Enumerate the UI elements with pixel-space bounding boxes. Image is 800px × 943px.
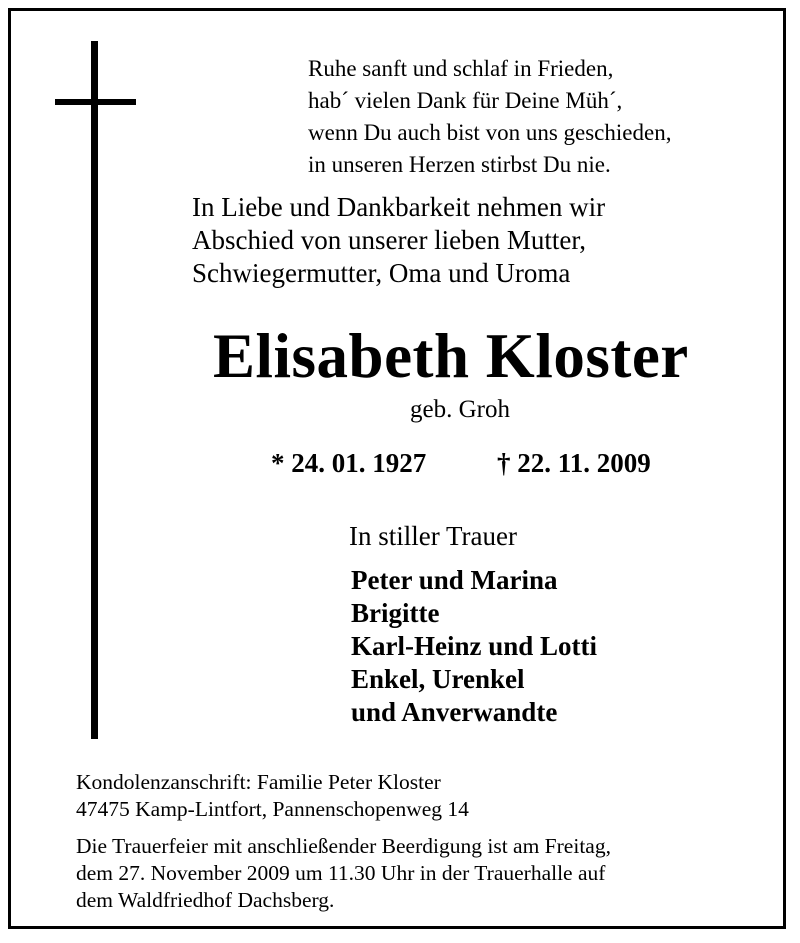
mourner-name: Enkel, Urenkel	[351, 664, 525, 694]
poem-line: hab´ vielen Dank für Deine Müh´,	[308, 88, 623, 113]
poem-line: in unseren Herzen stirbst Du nie.	[308, 152, 611, 177]
maiden-name: geb. Groh	[410, 396, 510, 423]
mourner-name: und Anverwandte	[351, 697, 558, 727]
poem-line: wenn Du auch bist von uns geschieden,	[308, 120, 672, 145]
birth-date: * 24. 01. 1927	[271, 448, 427, 478]
mourner-name: Peter und Marina	[351, 565, 558, 595]
condolence-line: Kondolenzanschrift: Familie Peter Kloster	[76, 770, 441, 794]
ceremony-line: Die Trauerfeier mit anschließender Beerdigung ist am Freitag,	[76, 834, 611, 858]
mourners-heading: In stiller Trauer	[349, 521, 517, 551]
ceremony-line: dem Waldfriedhof Dachsberg.	[76, 888, 335, 912]
cross-vertical-bar	[91, 41, 98, 739]
cross-horizontal-bar	[55, 99, 136, 105]
death-date: † 22. 11. 2009	[497, 448, 651, 478]
deceased-name: Elisabeth Kloster	[213, 321, 689, 391]
intro-line: In Liebe und Dankbarkeit nehmen wir	[192, 192, 606, 222]
condolence-line: 47475 Kamp-Lintfort, Pannenschopenweg 14	[76, 797, 469, 821]
mourner-name: Brigitte	[351, 598, 440, 628]
mourner-name: Karl-Heinz und Lotti	[351, 631, 598, 661]
intro-line: Abschied von unserer lieben Mutter,	[192, 225, 587, 255]
poem-line: Ruhe sanft und schlaf in Frieden,	[308, 56, 614, 81]
ceremony-line: dem 27. November 2009 um 11.30 Uhr in der Trauerhalle auf	[76, 861, 606, 885]
intro-line: Schwiegermutter, Oma und Uroma	[192, 258, 571, 288]
death-notice	[8, 8, 786, 929]
